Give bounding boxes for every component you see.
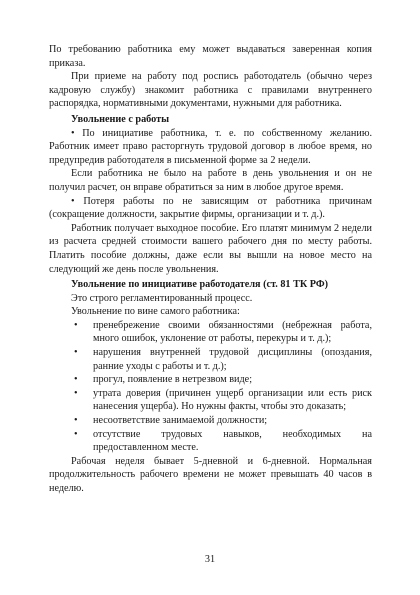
intro-paragraph-2: При приеме на работу под роспись работодатель (обычно через кадровую службу) знакомит работника с правилами внутреннего распорядка, нормативными документами, нужными для работника. <box>49 71 372 110</box>
dismissal-paragraph-1: • По инициативе работника, т. е. по собственному желанию. Работник имеет право расторгнуть трудовой договор в любое время, но предупредив работодателя в письменной форме за 2 недели. <box>49 127 372 166</box>
dismissal-paragraph-2: Если работника не было на работе в день увольнения и он не получил расчет, он вправе обратиться за ним в любое другое время. <box>49 168 372 193</box>
section-heading-dismissal: Увольнение с работы <box>71 113 170 125</box>
dismissal-paragraph-3: • Потеря работы по не зависящим от работника причинам (сокращение должности, закрытие фирмы, организации и т. д.). <box>49 195 372 221</box>
workweek-paragraph: Рабочая неделя бывает 5-дневной и 6-дневной. Нормальная продолжительность рабочего времени не может превышать 40 часов в неделю. <box>49 455 372 494</box>
list-item: • несоответствие занимаемой должности; <box>49 414 372 428</box>
page-number: 31 <box>204 554 216 565</box>
employer-paragraph-1: Это строго регламентированный процесс. <box>71 292 253 304</box>
list-item: • пренебрежение своими обязанностями (небрежная работа, много ошибок, уклонение от работы, перекуры и т. д.); <box>49 319 372 346</box>
intro-paragraph-1: По требованию работника ему может выдаваться заверенная копия приказа. <box>49 44 372 69</box>
list-item: • отсутствие трудовых навыков, необходимых на предоставленном месте. <box>49 428 372 455</box>
section-heading-employer-initiative: Увольнение по инициативе работодателя (ст. 81 ТК РФ) <box>71 279 328 291</box>
employer-paragraph-2: Увольнение по вине самого работника: <box>71 306 240 318</box>
reasons-list <box>49 319 372 455</box>
dismissal-paragraph-4: Работник получает выходное пособие. Его платят минимум 2 недели из расчета средней стоимости вашего рабочего дня по месту работы. Платить пособие должны, даже если вы вышли на новое место на следующий же день после увольнения. <box>49 222 372 275</box>
list-item: • прогул, появление в нетрезвом виде; <box>49 373 372 387</box>
list-item: • утрата доверия (причинен ущерб организации или есть риск нанесения ущерба). Но нужны факты, чтобы это доказать; <box>49 387 372 414</box>
list-item: • нарушения внутренней трудовой дисциплины (опоздания, ранние уходы с работы и т. д.); <box>49 346 372 373</box>
